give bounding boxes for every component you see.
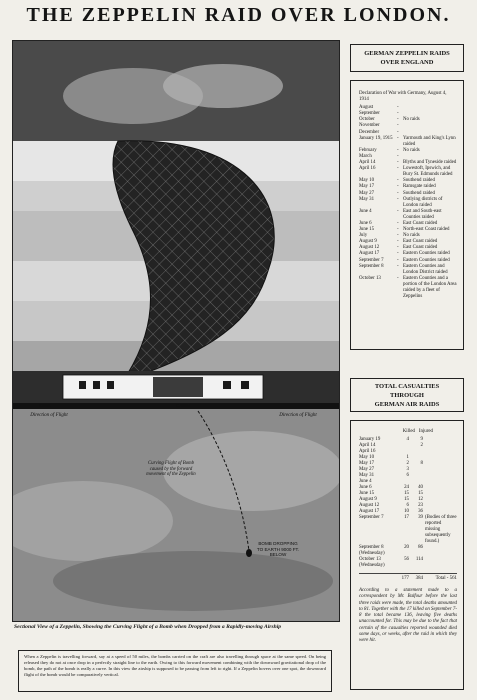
raid-desc: Eastern Counties raided: [403, 257, 450, 263]
casualties-header-row: [359, 429, 457, 435]
raid-desc: Eastern Counties and a portion of the London Area raided by a fleet of Zeppelins: [403, 275, 457, 300]
raid-dash: -: [397, 111, 399, 117]
raid-desc: Lowestoft, Ipswich, and Bury St. Edmunds raided: [403, 166, 453, 178]
casualty-date: August 17: [359, 509, 380, 514]
raid-desc: Outlying districts of London raided: [403, 196, 443, 208]
raid-dash: -: [397, 208, 399, 214]
keel-label: KEEL: [39, 403, 51, 408]
casualty-killed: 24: [404, 485, 409, 490]
raids-heading-line-1: GERMAN ZEPPELIN RAIDS: [364, 50, 450, 57]
raid-date: October 13: [359, 275, 381, 281]
casualty-injured: 9: [420, 437, 423, 442]
casualty-injured: 36: [418, 509, 423, 514]
raid-dash: -: [397, 166, 399, 172]
raid-dash: -: [397, 147, 399, 153]
raid-desc: East Coast raided: [403, 245, 438, 251]
casualty-date: September 7: [359, 515, 384, 520]
casualty-row: [359, 545, 457, 557]
raid-date: May 31: [359, 196, 375, 202]
raid-date: July: [359, 233, 368, 239]
raid-date: October: [359, 117, 375, 123]
raid-row: [359, 197, 457, 209]
declaration-text: Declaration of War with Germany, August 4, 1914: [359, 91, 447, 103]
casualty-killed: 6: [406, 503, 409, 508]
casualty-date: April 16: [359, 449, 376, 454]
casualty-date: August 12: [359, 503, 380, 508]
casualty-date: June 15: [359, 491, 375, 496]
casualty-note: [423, 557, 457, 569]
raid-desc: Eastern Counties and London District raided: [403, 263, 448, 275]
casualty-killed: 17: [404, 515, 409, 520]
raid-date: May 10: [359, 178, 375, 184]
direction-left-label: Direction of Flight: [30, 413, 68, 418]
total-killed: 177: [401, 576, 409, 581]
casualty-row: [359, 557, 457, 569]
raid-date: April 14: [359, 160, 376, 166]
killed-header: Killed: [402, 429, 415, 434]
casualty-killed: 15: [404, 491, 409, 496]
casualty-injured: 39: [418, 515, 423, 520]
raid-dash: -: [397, 160, 399, 166]
raid-dash: -: [397, 153, 399, 159]
total-label: Total -: [435, 576, 449, 581]
raid-desc: North-east Coast raided: [403, 227, 450, 233]
casualty-row: [359, 515, 457, 545]
raid-date: August 17: [359, 251, 380, 257]
casualty-killed: 1: [406, 455, 409, 460]
casualty-killed: 15: [404, 497, 409, 502]
raid-date: May 27: [359, 190, 375, 196]
casualty-injured: 86: [418, 545, 423, 550]
casualty-date: August 9: [359, 497, 377, 502]
casualties-heading-line-3: GERMAN AIR RAIDS: [374, 400, 440, 408]
raid-dash: -: [397, 190, 399, 196]
raid-dash: -: [397, 227, 399, 233]
casualty-injured: 12: [418, 497, 423, 502]
raid-dash: -: [397, 129, 399, 135]
raid-row: [359, 136, 457, 148]
casualties-heading-line-1: TOTAL CASUALTIES: [374, 382, 440, 390]
casualty-date: September 8 (Wednesday): [359, 545, 385, 556]
raids-heading-line-2: OVER ENGLAND: [380, 59, 434, 66]
casualty-injured: 114: [415, 557, 423, 562]
casualty-injured: 23: [418, 503, 423, 508]
raid-dash: -: [397, 233, 399, 239]
raid-desc: Blyths and Tyneside raided: [403, 160, 457, 166]
zeppelin-section-drawing: [13, 41, 339, 621]
raid-row: [359, 264, 457, 276]
raid-dash: -: [397, 251, 399, 257]
raid-dash: -: [397, 257, 399, 263]
raid-desc: Ramsgate raided: [403, 184, 436, 190]
cabin-label: CABIN: [176, 403, 190, 408]
raid-date: November: [359, 123, 380, 129]
total-all: 561: [449, 576, 457, 581]
raid-desc: Eastern Counties raided: [403, 251, 450, 257]
casualty-injured: 2: [420, 443, 423, 448]
casualty-killed: 6: [406, 473, 409, 478]
curving-flight-label: Curving Flight of Bomb caused by the forward movement of the Zeppelin: [146, 461, 196, 477]
casualty-injured: 8: [420, 461, 423, 466]
raid-desc: Yarmouth and King's Lynn raided: [403, 135, 456, 147]
raid-desc: Southend raided: [403, 190, 435, 196]
casualty-date: June 6: [359, 485, 372, 490]
zeppelin-illustration: [12, 40, 340, 622]
casualty-injured: 15: [418, 491, 423, 496]
raid-date: January 19, 1915: [359, 135, 393, 141]
total-injured: 384: [415, 576, 423, 581]
raid-dash: -: [397, 117, 399, 123]
raid-rows: [359, 105, 457, 300]
casualty-killed: 20: [404, 545, 409, 550]
casualty-killed: 10: [404, 509, 409, 514]
raid-date: August: [359, 105, 374, 111]
illustration-note: When a Zeppelin is travelling forward, say at a speed of 50 miles, the bombs carried on the craft are also travelling through space at the same speed. On being released they do not at once drop in a perfectly straight line to the earth. Owing to this forward movement combining with the downward gravitational drop of the bomb, the path of the bomb is really a curve. In this view the airship is supposed to be passing from left to right. If a Zeppelin hovers over one spot, the downward flight of the bomb would be comparatively vertical.: [18, 650, 332, 692]
casualty-date: January 19: [359, 437, 381, 442]
casualties-heading: [350, 378, 464, 412]
raid-date: June 4: [359, 208, 372, 214]
raid-dash: -: [397, 245, 399, 251]
casualty-rows: [359, 437, 457, 569]
raid-dash: -: [397, 263, 399, 269]
raid-dash: -: [397, 184, 399, 190]
raid-dash: -: [397, 220, 399, 226]
raid-date: May 17: [359, 184, 375, 190]
raid-date: August 9: [359, 239, 377, 245]
raid-date: February: [359, 147, 377, 153]
page-title: THE ZEPPELIN RAID OVER LONDON.: [26, 4, 451, 26]
casualties-total-row: [359, 573, 457, 582]
raid-row: [359, 166, 457, 178]
raid-date: August 12: [359, 245, 380, 251]
casualty-date: May 17: [359, 461, 375, 466]
casualty-date: May 27: [359, 467, 375, 472]
raid-date: December: [359, 129, 380, 135]
raid-date: June 15: [359, 227, 375, 233]
raid-dash: -: [397, 105, 399, 111]
casualty-date: May 10: [359, 455, 375, 460]
raids-heading: [350, 44, 464, 72]
casualty-note: [423, 545, 457, 557]
casualty-date: April 14: [359, 443, 376, 448]
raid-dash: -: [397, 196, 399, 202]
raid-desc: East and South-east Counties raided: [403, 208, 442, 220]
raid-date: June 6: [359, 220, 372, 226]
raid-desc: East Coast raided: [403, 220, 438, 226]
raid-row: [359, 209, 457, 221]
raid-desc: East Coast raided: [403, 239, 438, 245]
casualty-date: May 31: [359, 473, 375, 478]
raid-desc: Southend raided: [403, 178, 435, 184]
bomb-label: BOMB DROPPING TO EARTH 9000 FT. BELOW: [256, 541, 300, 557]
raid-date: March: [359, 153, 372, 159]
raid-desc: No raids: [403, 117, 420, 123]
casualty-date: June 4: [359, 479, 372, 484]
raid-date: April 16: [359, 166, 376, 172]
raid-dash: -: [397, 135, 399, 141]
casualty-killed: 56: [404, 557, 409, 562]
balfour-statement: According to a statement made to a correspondent by Mr. Balfour before the last three raids were made, the total deaths amounted to 81. Together with the 17 killed on September 7-8 the total became 136, leaving five deaths unaccounted for. This may be due to the fact that certain of the casualties reported wounded died some days, or weeks, after the raid in which they were hit.: [359, 588, 457, 644]
casualty-note: (Bodies of three reported missing subsequently found.): [425, 515, 457, 544]
raid-desc: No raids: [403, 233, 420, 239]
raid-date: September 8: [359, 263, 384, 269]
injured-header: Injured: [418, 429, 433, 434]
casualty-killed: 3: [406, 467, 409, 472]
casualty-injured: 40: [418, 485, 423, 490]
casualties-heading-line-2: THROUGH: [390, 391, 424, 399]
raid-dash: -: [397, 239, 399, 245]
casualty-killed: 4: [406, 437, 409, 442]
casualty-date: October 13 (Wednesday): [359, 557, 385, 568]
illustration-caption: Sectional View of a Zeppelin, Showing the Curving Flight of a Bomb when Dropped from a Rapidly-moving Airship: [14, 624, 282, 630]
raids-list: [350, 80, 464, 350]
raid-row: [359, 276, 457, 300]
raid-dash: -: [397, 275, 399, 281]
direction-right-label: Direction of Flight: [279, 413, 317, 418]
raid-desc: No raids: [403, 147, 420, 153]
raid-date: September: [359, 111, 380, 117]
raid-dash: -: [397, 123, 399, 129]
casualty-killed: 2: [406, 461, 409, 466]
casualties-table: [350, 420, 464, 690]
raid-dash: -: [397, 178, 399, 184]
raid-date: September 7: [359, 257, 384, 263]
